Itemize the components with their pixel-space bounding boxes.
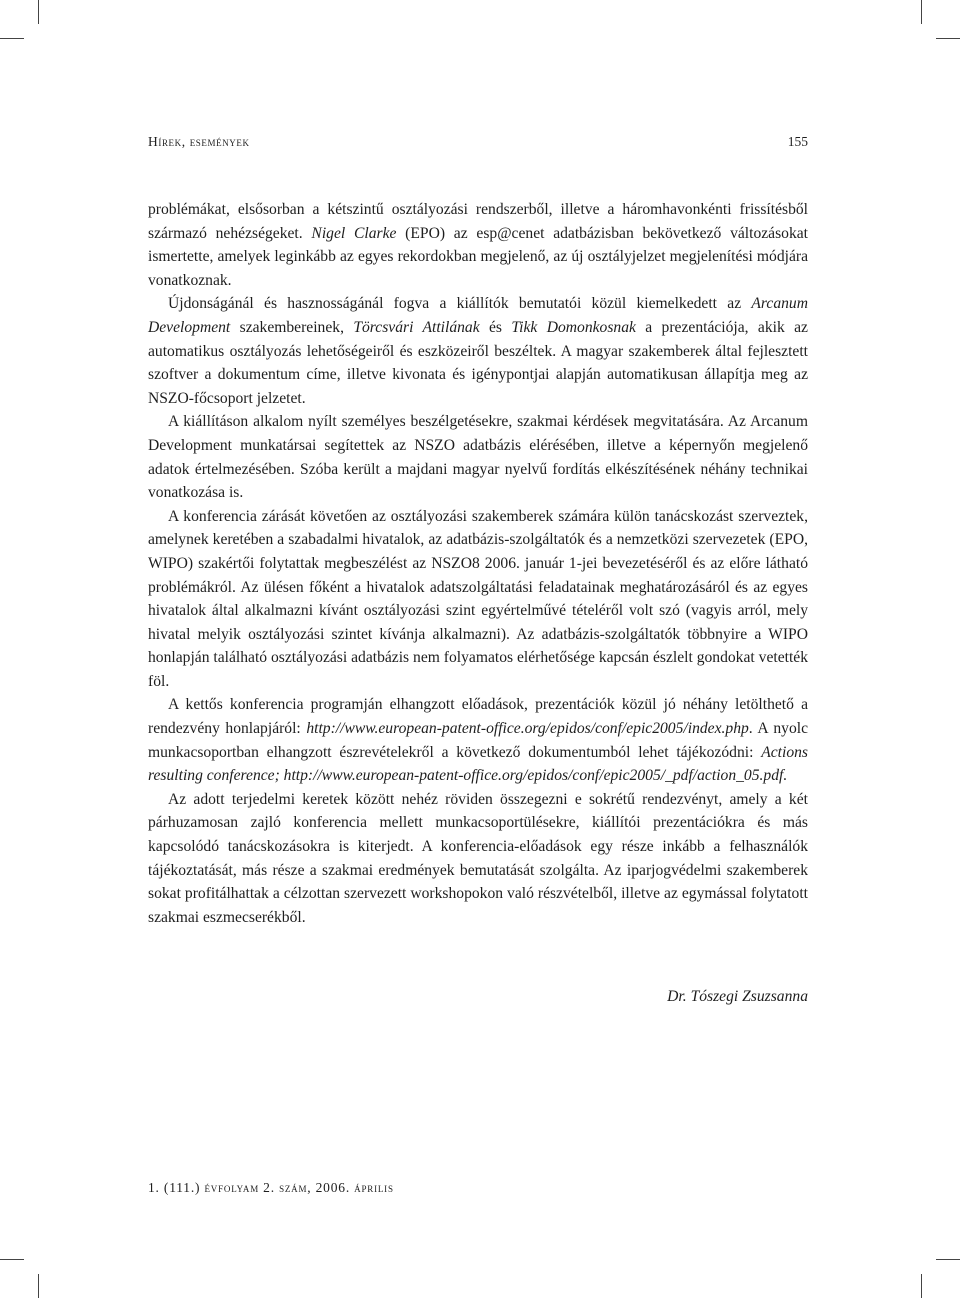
article-body xyxy=(148,198,808,929)
paragraph xyxy=(148,410,808,504)
italic-text: Nigel Clarke xyxy=(311,224,397,242)
text-run: Az adott terjedelmi keretek között nehéz röviden összegezni e sokrétű rendezvényt, amely a két párhuzamosan zajló konferencia mellett munkacsoportülésekre, kiállítói prezentációkra és más kapcsolódó tanácskozásokra is kiterjedt. A konferencia-előadások egy része inkább a felhasználók tájékoztatását, más része a szakmai eredmények bemutatását szolgálta. Az iparjogvédelmi szakemberek sokat profitálhattak a célzottan szervezett workshopokon való részvételből, illetve az egymással folytatott szakmai eszmecserékből. xyxy=(148,790,808,926)
text-run: . A nyolc munkacsoportban elhangzott észrevételekről a következő dokumentumból lehet tájékozódni: xyxy=(148,720,808,761)
text-run: A kettős konferencia programján elhangzott előadások, prezentációk közül jó néhány letölthető a rendezvény honlapjáról: xyxy=(148,696,808,738)
running-head xyxy=(148,134,808,150)
crop-mark-bottom-left-h xyxy=(0,1259,24,1260)
crop-mark-top-right xyxy=(921,0,922,24)
crop-mark-bottom-right-h xyxy=(936,1259,960,1260)
italic-text: Tikk Domonkosnak xyxy=(511,318,636,336)
issue-footer: 1. (111.) évfolyam 2. szám, 2006. április xyxy=(148,1180,394,1195)
section-title: Hírek, események xyxy=(148,134,250,149)
text-run: (EPO) az esp@cenet adatbázisban bekövetkező változásokat ismertette, amelyek leginkább az egyes rekordokban megjelenő, az új osztályjelzet megjelenítési módjára vonatkoznak. xyxy=(148,224,809,289)
text-run: szakembereinek, xyxy=(230,318,354,336)
crop-mark-bottom-right xyxy=(921,1274,922,1298)
paragraph xyxy=(148,693,808,787)
crop-mark-bottom-left xyxy=(38,1274,39,1298)
italic-text: Arcanum Development xyxy=(148,295,808,336)
paragraph xyxy=(148,198,808,292)
paragraph xyxy=(148,788,808,930)
text-run: Újdonságánál és hasznosságánál fogva a kiállítók bemutatói közül kiemelkedett az xyxy=(168,295,752,313)
text-run: és xyxy=(479,318,512,336)
crop-mark-top-left-h xyxy=(0,38,24,39)
text-run: A konferencia zárását követően az osztályozási szakemberek számára külön tanácskozást szerveztek, amelynek keretében a szabadalmi hivatalok, az adatbázis-szolgáltatók és a nemzetközi szervezetek (EPO, WIPO) szakértői folytattak megbeszélést az NSZO8 2006. január 1-jei bevezetéséről és az előre látható problémákról. Az ülésen főként a hivatalok adatszolgáltatási feladatainak meghatározásáról és az egyes hivatalok által alkalmazni kívánt osztályozási szint egyértelművé tételéről volt szó (vagyis arról, mely hivatal melyik osztályozási szintet kívánja alkalmazni). Az adatbázis-szolgáltatók többnyire a WIPO honlapján található osztályozási adatbázis nem folyamatos elérhetősége kapcsán észlelt gondokat vetették föl. xyxy=(148,507,808,690)
paragraph xyxy=(148,505,808,694)
italic-text: http://www.european-patent-office.org/epidos/conf/epic2005/index.php xyxy=(306,720,749,738)
italic-text: Törcsvári Attilának xyxy=(353,318,480,336)
italic-text: Actions resulting conference; http://www.european-patent-office.org/epidos/conf/epic2005/_pdf/action_05.pdf. xyxy=(148,743,808,785)
paragraph xyxy=(148,292,808,410)
author-signature: Dr. Tószegi Zsuzsanna xyxy=(667,988,808,1005)
text-run: A kiállításon alkalom nyílt személyes beszélgetésekre, szakmai kérdések megvitatására. Az Arcanum Development munkatársai segítettek az NSZO adatbázis elérésében, illetve a képernyőn megjelenő adatok értelmezésében. Szóba került a majdani magyar nyelvű fordítás elkészítésének néhány technikai vonatkozása is. xyxy=(148,413,808,502)
page-number: 155 xyxy=(787,134,808,149)
text-run: problémákat, elsősorban a kétszintű osztályozási rendszerből, illetve a háromhavonkénti frissítésből származó nehézségeket. xyxy=(148,201,808,242)
crop-mark-top-right-h xyxy=(936,38,960,39)
crop-mark-top-left xyxy=(38,0,39,24)
text-run: a prezentációja, akik az automatikus osztályozás lehetőségeiről és eszközeiről beszéltek. A magyar szakemberek által fejlesztett szoftver a dokumentum címe, illetve kivonata és igénypontjai alapján automatikusan állapítja meg az NSZO-főcsoport jelzetet. xyxy=(148,318,808,407)
